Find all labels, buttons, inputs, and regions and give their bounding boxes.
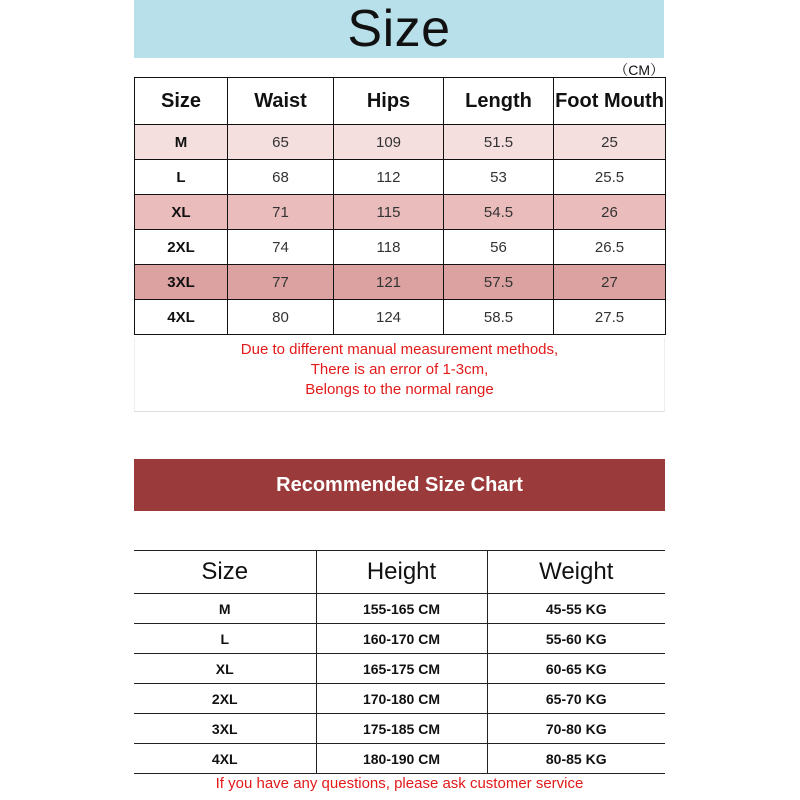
height-cell: 155-165 CM bbox=[316, 594, 487, 624]
weight-cell: 80-85 KG bbox=[487, 744, 665, 774]
size-cell: 4XL bbox=[135, 300, 228, 335]
size-cell: XL bbox=[135, 195, 228, 230]
size-cell: 4XL bbox=[134, 744, 316, 774]
foot-mouth-cell: 26.5 bbox=[554, 230, 666, 265]
weight-cell: 65-70 KG bbox=[487, 684, 665, 714]
size-cell: L bbox=[135, 160, 228, 195]
size-title: Size bbox=[347, 0, 451, 58]
size-cell: XL bbox=[134, 654, 316, 684]
foot-mouth-cell: 25.5 bbox=[554, 160, 666, 195]
length-cell: 56 bbox=[444, 230, 554, 265]
size-cell: 3XL bbox=[134, 714, 316, 744]
measurement-header-row bbox=[135, 78, 666, 125]
recommended-chart-title: Recommended Size Chart bbox=[276, 473, 523, 496]
col-header-foot-mouth: Foot Mouth bbox=[554, 78, 666, 125]
table-row bbox=[134, 594, 665, 624]
disclaimer-line: Belongs to the normal range bbox=[305, 381, 494, 398]
recommended-header-row bbox=[134, 551, 665, 594]
measurement-table bbox=[134, 77, 666, 335]
size-cell: L bbox=[134, 624, 316, 654]
waist-cell: 68 bbox=[228, 160, 334, 195]
waist-cell: 71 bbox=[228, 195, 334, 230]
recommended-size-table bbox=[134, 550, 665, 774]
unit-note: （CM） bbox=[614, 62, 664, 78]
height-cell: 180-190 CM bbox=[316, 744, 487, 774]
size-cell: 2XL bbox=[134, 684, 316, 714]
weight-cell: 70-80 KG bbox=[487, 714, 665, 744]
table-row bbox=[134, 714, 665, 744]
weight-cell: 60-65 KG bbox=[487, 654, 665, 684]
length-cell: 53 bbox=[444, 160, 554, 195]
customer-service-note: If you have any questions, please ask customer service bbox=[215, 775, 584, 792]
table-row bbox=[134, 654, 665, 684]
size-title-banner bbox=[134, 0, 664, 58]
recommended-chart-banner bbox=[134, 459, 665, 511]
waist-cell: 77 bbox=[228, 265, 334, 300]
hips-cell: 112 bbox=[334, 160, 444, 195]
col-header-hips: Hips bbox=[334, 78, 444, 125]
table-row bbox=[135, 230, 666, 265]
disclaimer-line: There is an error of 1-3cm, bbox=[310, 361, 489, 378]
table-row bbox=[134, 744, 665, 774]
hips-cell: 115 bbox=[334, 195, 444, 230]
col-header-size: Size bbox=[134, 551, 316, 594]
disclaimer-line: Due to different manual measurement methods, bbox=[240, 341, 559, 358]
length-cell: 58.5 bbox=[444, 300, 554, 335]
height-cell: 165-175 CM bbox=[316, 654, 487, 684]
weight-cell: 45-55 KG bbox=[487, 594, 665, 624]
foot-mouth-cell: 26 bbox=[554, 195, 666, 230]
length-cell: 57.5 bbox=[444, 265, 554, 300]
size-cell: 3XL bbox=[135, 265, 228, 300]
foot-mouth-cell: 27.5 bbox=[554, 300, 666, 335]
size-cell: 2XL bbox=[135, 230, 228, 265]
weight-cell: 55-60 KG bbox=[487, 624, 665, 654]
length-cell: 51.5 bbox=[444, 125, 554, 160]
hips-cell: 109 bbox=[334, 125, 444, 160]
hips-cell: 121 bbox=[334, 265, 444, 300]
hips-cell: 118 bbox=[334, 230, 444, 265]
foot-mouth-cell: 27 bbox=[554, 265, 666, 300]
col-header-length: Length bbox=[444, 78, 554, 125]
size-cell: M bbox=[135, 125, 228, 160]
col-header-height: Height bbox=[316, 551, 487, 594]
col-header-size: Size bbox=[135, 78, 228, 125]
table-row bbox=[135, 195, 666, 230]
table-row bbox=[135, 160, 666, 195]
hips-cell: 124 bbox=[334, 300, 444, 335]
table-row bbox=[134, 684, 665, 714]
table-row bbox=[135, 300, 666, 335]
waist-cell: 80 bbox=[228, 300, 334, 335]
height-cell: 160-170 CM bbox=[316, 624, 487, 654]
measurement-disclaimer bbox=[134, 338, 665, 412]
table-row bbox=[135, 125, 666, 160]
col-header-weight: Weight bbox=[487, 551, 665, 594]
foot-mouth-cell: 25 bbox=[554, 125, 666, 160]
table-row bbox=[134, 624, 665, 654]
height-cell: 170-180 CM bbox=[316, 684, 487, 714]
waist-cell: 74 bbox=[228, 230, 334, 265]
height-cell: 175-185 CM bbox=[316, 714, 487, 744]
table-row bbox=[135, 265, 666, 300]
length-cell: 54.5 bbox=[444, 195, 554, 230]
col-header-waist: Waist bbox=[228, 78, 334, 125]
waist-cell: 65 bbox=[228, 125, 334, 160]
size-cell: M bbox=[134, 594, 316, 624]
